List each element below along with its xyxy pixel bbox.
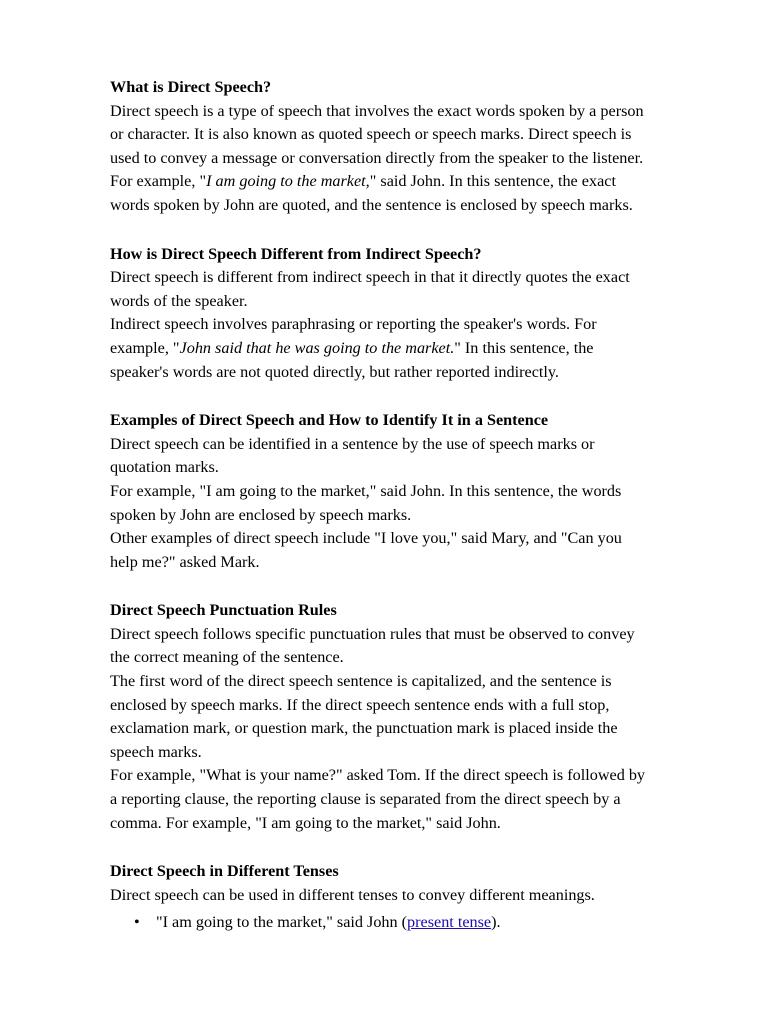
- paragraph-text: Indirect speech involves paraphrasing or reporting the speaker's words. For: [110, 315, 597, 334]
- body-paragraph: [110, 313, 730, 384]
- paragraph-text: enclosed by speech marks. If the direct speech sentence ends with a full stop,: [110, 695, 610, 714]
- section-heading: Direct Speech Punctuation Rules: [110, 601, 337, 620]
- section-heading: How is Direct Speech Different from Indirect Speech?: [110, 244, 482, 263]
- paragraph-text: For example, ": [110, 172, 207, 191]
- paragraph-text: speaker's words are not quoted directly, but rather reported indirectly.: [110, 362, 559, 381]
- paragraph-text: quotation marks.: [110, 458, 219, 477]
- paragraph-text: words of the speaker.: [110, 291, 248, 310]
- paragraph-text: a reporting clause, the reporting clause is separated from the direct speech by a: [110, 790, 621, 809]
- paragraph-text: Direct speech can be identified in a sentence by the use of speech marks or: [110, 434, 595, 453]
- bullet-dot-icon: •: [134, 913, 140, 932]
- document-section: [110, 243, 730, 385]
- body-paragraph: [110, 884, 730, 908]
- section-heading: What is Direct Speech?: [110, 78, 272, 96]
- paragraph-text: For example, "I am going to the market," said John. In this sentence, the words: [110, 481, 622, 500]
- body-paragraph: [110, 480, 730, 527]
- paragraph-text: Direct speech can be used in different tenses to convey different meanings.: [110, 885, 595, 904]
- body-paragraph: [110, 670, 730, 764]
- paragraph-text: used to convey a message or conversation directly from the speaker to the listener.: [110, 148, 644, 167]
- paragraph-text: Direct speech follows specific punctuation rules that must be observed to convey: [110, 624, 635, 643]
- body-paragraph: [110, 764, 730, 835]
- paragraph-text: Direct speech is different from indirect speech in that it directly quotes the exact: [110, 268, 630, 287]
- document-section: [110, 76, 730, 218]
- paragraph-text: The first word of the direct speech sentence is capitalized, and the sentence is: [110, 672, 612, 691]
- paragraph-text: speech marks.: [110, 742, 202, 761]
- paragraph-text: the correct meaning of the sentence.: [110, 648, 344, 667]
- paragraph-text: Other examples of direct speech include "I love you," said Mary, and "Can you: [110, 529, 622, 548]
- paragraph-text: words spoken by John are quoted, and the sentence is enclosed by speech marks.: [110, 195, 633, 214]
- bullet-list: [110, 911, 730, 935]
- italic-example-text: I am going to the market,: [206, 172, 370, 191]
- paragraph-text: comma. For example, "I am going to the market," said John.: [110, 813, 501, 832]
- paragraph-text: For example, "What is your name?" asked Tom. If the direct speech is followed by: [110, 766, 646, 785]
- body-paragraph: [110, 623, 730, 670]
- paragraph-text: " said John. In this sentence, the exact: [369, 172, 616, 191]
- paragraph-text: or character. It is also known as quoted speech or speech marks. Direct speech is: [110, 125, 632, 144]
- bullet-item: [134, 911, 730, 935]
- body-paragraph: [110, 433, 730, 480]
- body-paragraph: [110, 527, 730, 574]
- present-tense-link[interactable]: present tense: [407, 913, 492, 932]
- section-heading: Examples of Direct Speech and How to Identify It in a Sentence: [110, 411, 549, 430]
- paragraph-text: Direct speech is a type of speech that involves the exact words spoken by a person: [110, 101, 644, 120]
- paragraph-text: example, ": [110, 338, 180, 357]
- body-paragraph: [110, 266, 730, 313]
- bullet-text-end: ).: [491, 913, 501, 932]
- italic-example-text: John said that he was going to the market.: [179, 338, 455, 357]
- document-section: [110, 860, 730, 935]
- body-paragraph: [110, 100, 730, 218]
- document-section: [110, 599, 730, 835]
- paragraph-text: " In this sentence, the: [454, 338, 594, 357]
- paragraph-text: exclamation mark, or question mark, the punctuation mark is placed inside the: [110, 719, 618, 738]
- paragraph-text: help me?" asked Mark.: [110, 552, 260, 571]
- document-page: [110, 76, 730, 960]
- bullet-text: "I am going to the market," said John (: [156, 913, 408, 932]
- section-heading: Direct Speech in Different Tenses: [110, 862, 339, 881]
- paragraph-text: spoken by John are enclosed by speech marks.: [110, 505, 412, 524]
- document-section: [110, 409, 730, 574]
